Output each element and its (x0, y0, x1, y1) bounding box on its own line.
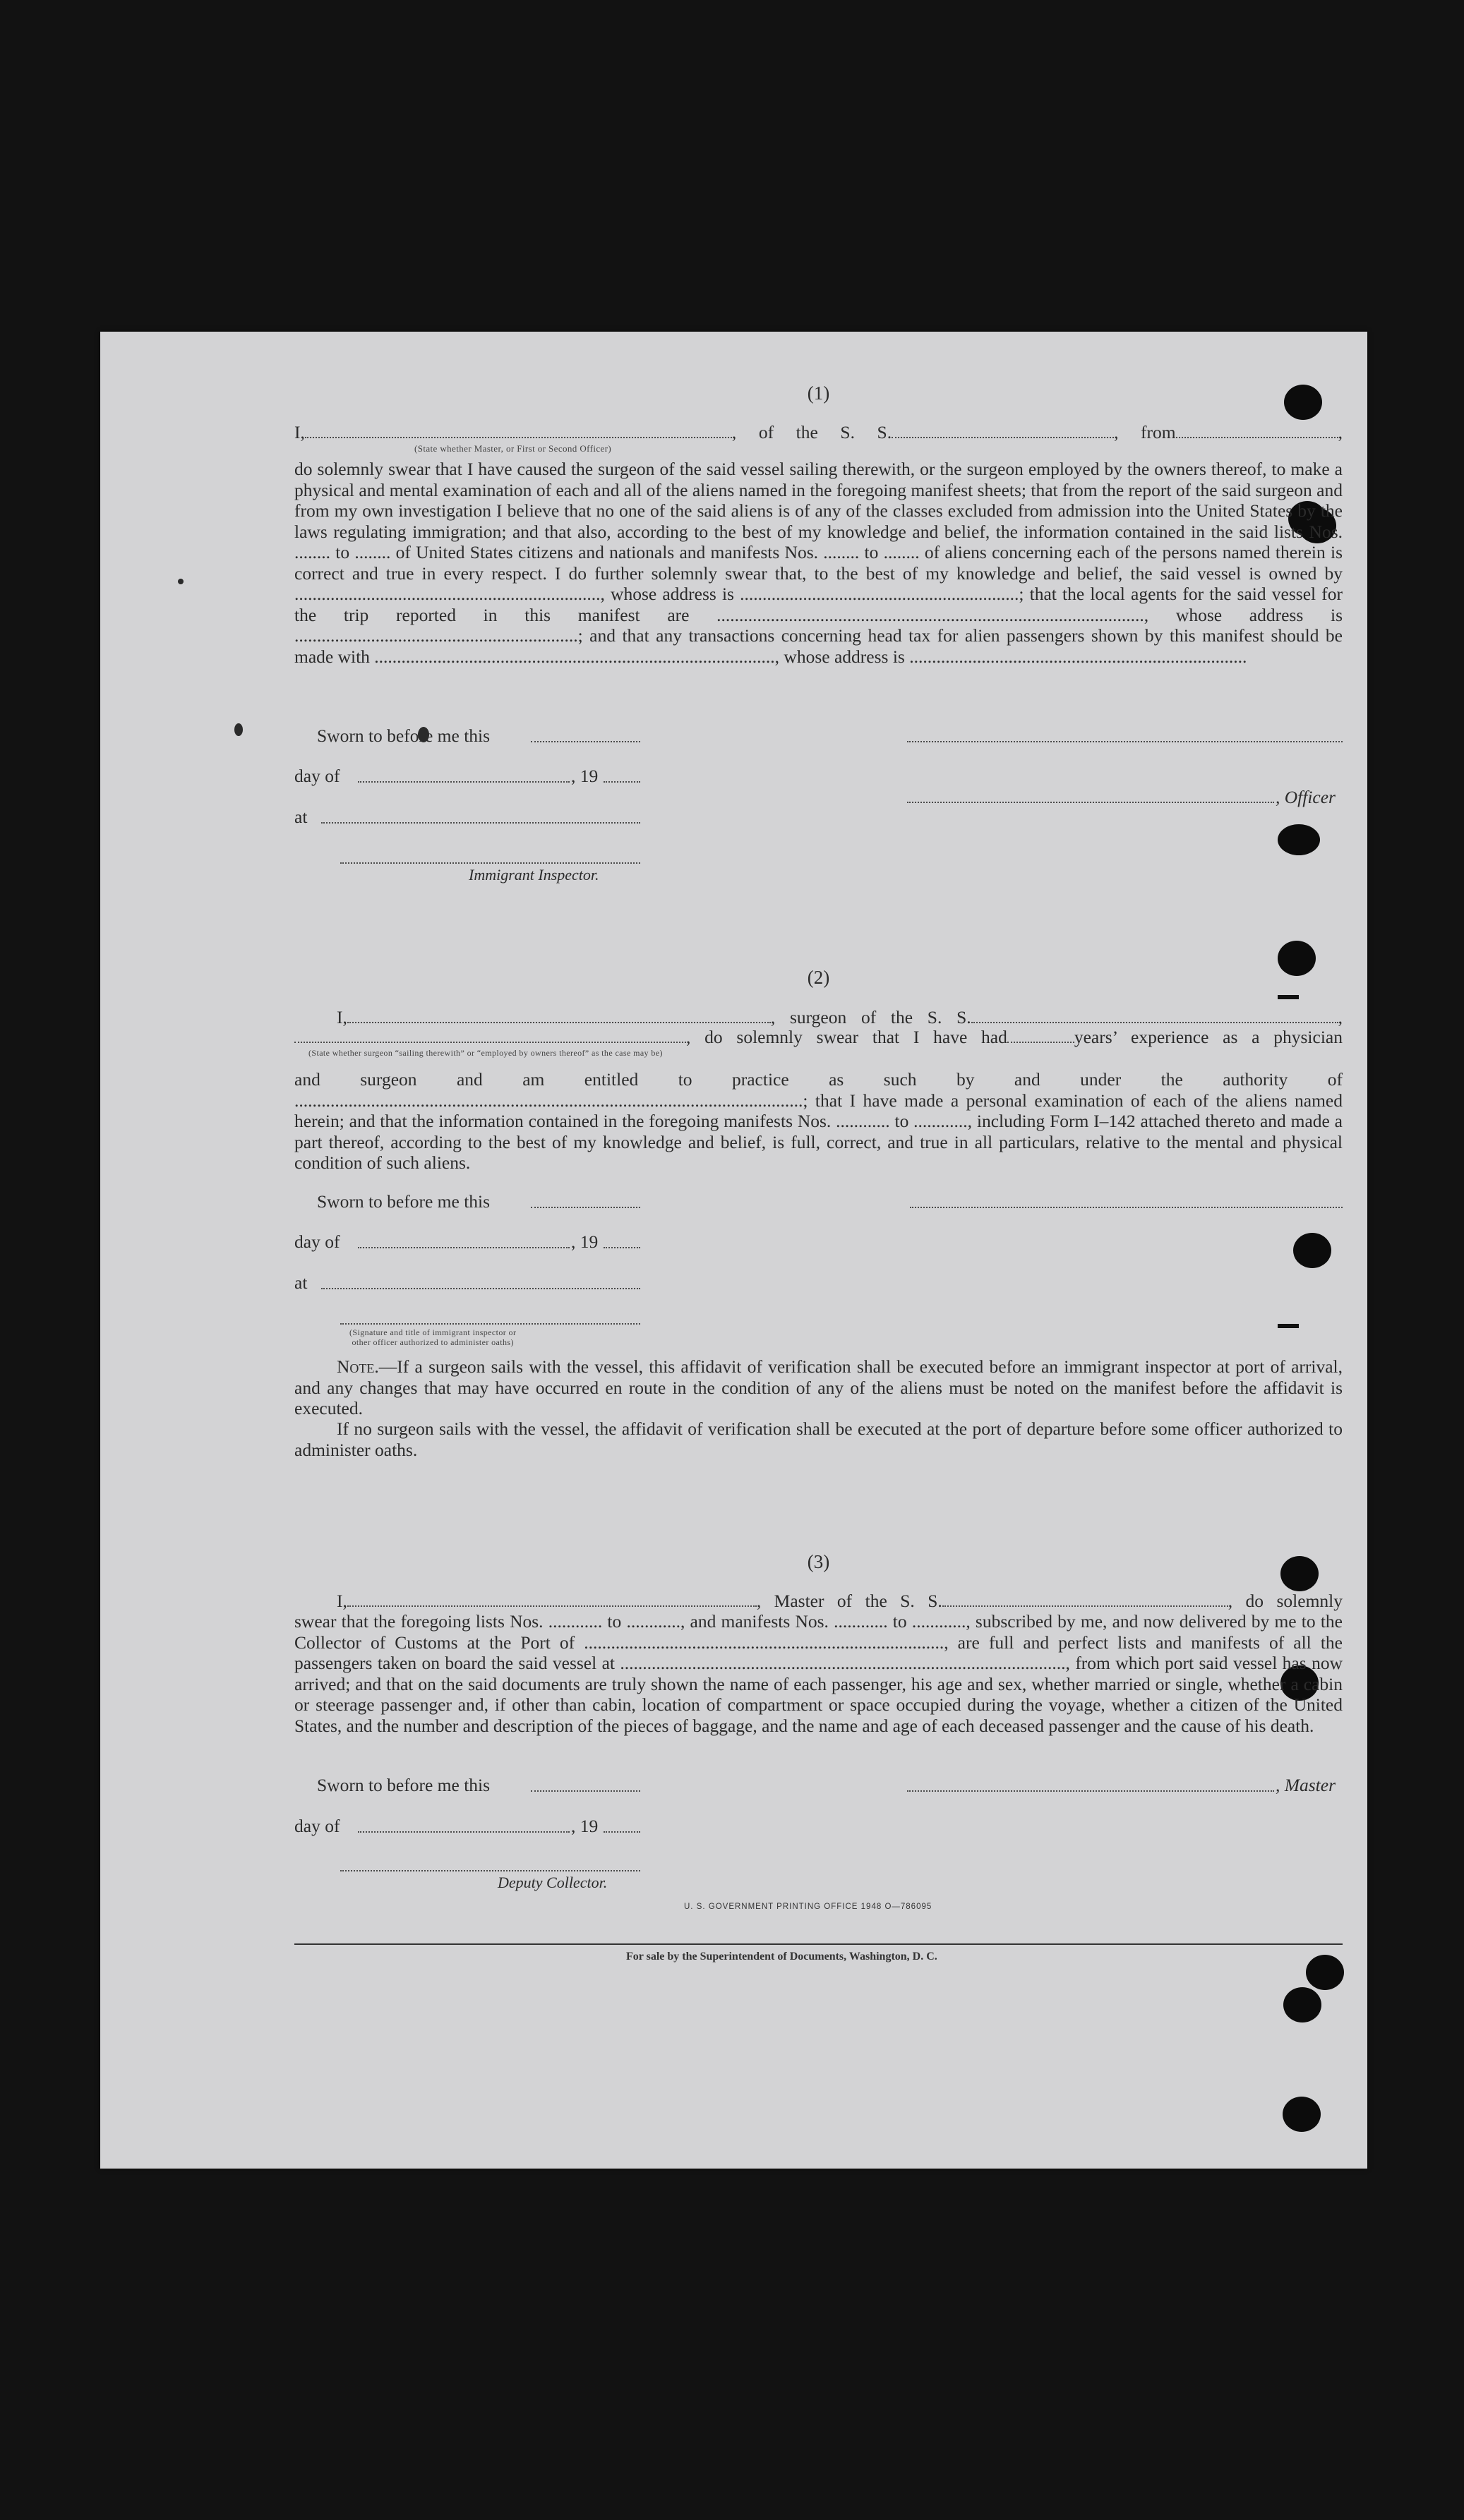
sworn-date-field[interactable] (531, 1790, 640, 1792)
officer-signature-field[interactable] (907, 741, 1343, 742)
section-1-oath-text: do solemnly swear that I have caused the surgeon of the said vessel sailing therewith, or the surgeon employed by the owners thereof, to make a physical and mental examination of each and all of the aliens named in the foregoing manifest sheets; that from the report of the said surgeon and from my own investigation I believe that no one of the said aliens is of any of the classes excluded from admission into the United States by the laws regulating immigration; and that also, according to the best of my knowledge and belief, the information contained in the said lists Nos. ........ to ........ of United States citizens and nationals and manifests Nos. ........ to ........ of aliens concerning each of the persons named therein is correct and true in every respect. I do further solemnly swear that, to the best of my knowledge and belief, the said vessel is owned by ...................................................................., whose address is ..............................................................; that the local agents for the said vessel for the trip reported in this manifest are ..............................................................................................., whose address is ...............................................................; and that any transactions concerning head tax for alien passengers shown by this manifest should be made with ........................................................................................., whose address is ........................................................................... (294, 459, 1343, 667)
officer-signature-field[interactable] (340, 1323, 640, 1325)
place-field[interactable] (321, 822, 640, 824)
section-2-line-1: I, , surgeon of the S. S. , (337, 1007, 1343, 1027)
surgeon-status-hint: (State whether surgeon “sailing therewith” or “employed by owners thereof” as the case may be) (308, 1048, 663, 1058)
footer-rule (294, 1943, 1343, 1945)
note-label: Note. (337, 1356, 379, 1377)
immigrant-inspector-label: Immigrant Inspector. (469, 866, 599, 884)
master-signature-field[interactable] (907, 1790, 1274, 1792)
section-3-oath-text: swear that the foregoing lists Nos. ............ to ............, and manifests Nos. ............ to ............, subscribed by me, and now delivered by me to the Collector of Customs at the Port of ................................................................................, are full and perfect lists and manifests of all the passengers taken on board the said vessel at ..................................................................................................., from which port said vessel has now arrived; and that on the said documents are truly shown the name of each passenger, his age and sex, whether married or single, whether a cabin or steerage passenger and, if other than cabin, location of compartment or space occupied during the voyage, whether a citizen of the United States, and the number and description of the pieces of baggage, and the name and age of each deceased passenger and the cause of his death. (294, 1611, 1343, 1736)
day-field[interactable] (358, 1247, 570, 1248)
section-1-day-label: day of (294, 766, 340, 786)
section-2-sworn-label: Sworn to before me this (317, 1191, 491, 1212)
day-field[interactable] (358, 781, 570, 783)
sworn-date-field[interactable] (531, 741, 640, 742)
section-3-year-label: , 19 (571, 1816, 599, 1836)
deputy-collector-label: Deputy Collector. (498, 1874, 608, 1891)
master-label: , Master (1276, 1775, 1336, 1795)
section-2-line-2: , do solemnly swear that I have had years’ experience as a physician (294, 1027, 1343, 1047)
surgeon-signature-field[interactable] (910, 1207, 1343, 1208)
day-field[interactable] (358, 1831, 570, 1833)
sale-notice: For sale by the Superintendent of Documents, Washington, D. C. (626, 1951, 937, 1963)
signature-title-hint: (Signature and title of immigrant inspector or other officer authorized to administer oaths) (349, 1327, 517, 1347)
inspector-signature-field[interactable] (340, 862, 640, 864)
section-1-sworn-label: Sworn to before me this (317, 725, 491, 746)
section-3-line-1: I, , Master of the S. S. , do solemnly (337, 1591, 1343, 1611)
ink-speck (178, 579, 184, 584)
place-field[interactable] (321, 1288, 640, 1289)
punch-hole (1283, 2097, 1321, 2132)
punch-hole (1306, 1955, 1344, 1990)
note-text: —If a surgeon sails with the vessel, this affidavit of verification shall be executed before an immigrant inspector at port of arrival, and any changes that may have occurred en route in the condition of any of the aliens must be noted on the manifest before the affidavit is executed. (294, 1356, 1343, 1418)
punch-hole (1278, 824, 1320, 855)
punch-hole (1283, 1987, 1321, 2022)
section-1-year-label: , 19 (571, 766, 599, 786)
year-field[interactable] (604, 1247, 640, 1248)
year-field[interactable] (604, 781, 640, 783)
officer-rank-hint: (State whether Master, or First or Second Officer) (414, 443, 612, 454)
section-2-number: (2) (807, 967, 830, 988)
section-2-year-label: , 19 (571, 1231, 599, 1252)
edge-mark (1278, 995, 1299, 999)
punch-hole (1293, 1233, 1331, 1268)
section-2-at-label: at (294, 1272, 308, 1293)
collector-signature-field[interactable] (340, 1870, 640, 1871)
officer-label: , Officer (1276, 787, 1336, 807)
edge-mark (1278, 1324, 1299, 1328)
section-2-day-label: day of (294, 1231, 340, 1252)
section-1-number: (1) (807, 382, 830, 404)
year-field[interactable] (604, 1831, 640, 1833)
printing-office-line: U. S. GOVERNMENT PRINTING OFFICE 1948 O—786095 (684, 1903, 932, 1911)
surgeon-note-2: If no surgeon sails with the vessel, the affidavit of verification shall be executed at the port of departure before some officer authorized to administer oaths. (294, 1418, 1343, 1460)
ink-speck (234, 723, 243, 736)
officer-name-field[interactable] (907, 802, 1274, 803)
section-1-line-1: I, , of the S. S. , from , (294, 422, 1343, 442)
section-3-number: (3) (807, 1551, 830, 1572)
section-3-day-label: day of (294, 1816, 340, 1836)
manifest-page (100, 332, 1367, 2169)
section-2-oath-text: and surgeon and am entitled to practice as such by and under the authority of .................................................................................................................; that I have made a personal examination of each of the aliens named herein; and that the information contained in the foregoing manifests Nos. ............ to ............, including Form I–142 attached thereto and made a part thereof, according to the best of my knowledge and belief, is full, correct, and true in all particulars, relative to the mental and physical condition of such aliens. (294, 1069, 1343, 1173)
section-1-at-label: at (294, 807, 308, 827)
section-3-sworn-label: Sworn to before me this (317, 1775, 491, 1795)
sworn-date-field[interactable] (531, 1207, 640, 1208)
surgeon-note (294, 1356, 1343, 1419)
